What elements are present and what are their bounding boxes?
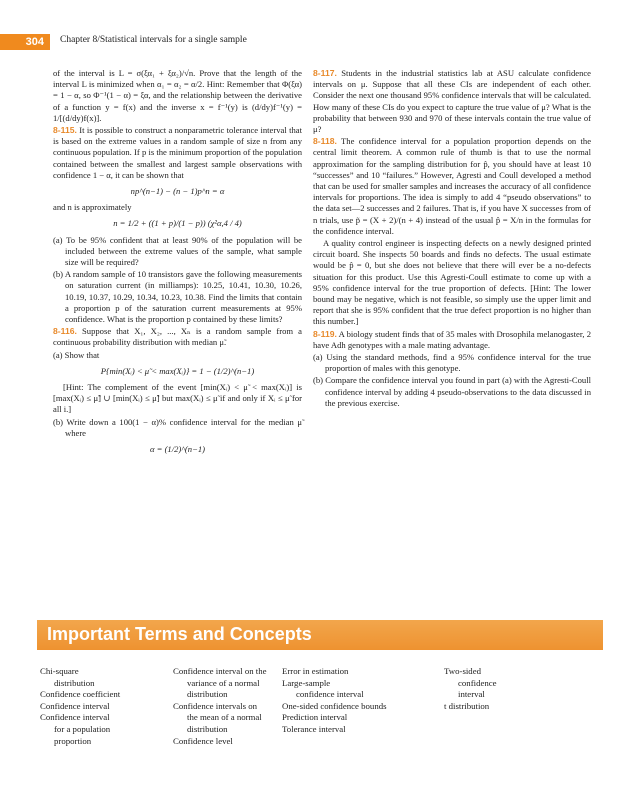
term: Confidence coefficient [40,689,121,700]
left-column [53,68,302,460]
exercise-number: 8-118. [313,136,337,147]
equation: np^(n−1) − (n − 1)p^n = α [130,186,225,197]
term: Confidence interval on the [173,666,267,676]
term: One-sided confidence bounds [282,700,387,711]
term-sub: for a population [54,723,111,734]
exercise-8-118 [313,136,591,237]
exercise-8-117 [313,68,591,135]
term: Large-sample [282,677,331,688]
exercise-8-119 [313,329,591,351]
term: Tolerance interval [282,723,346,734]
term-sub: the mean of a normal [187,712,262,723]
exercise-text: Students in the industrial statistics lab at ASU calculate confidence intervals on μ. Suppose that all these CIs are independent of each other. Consider the next one thousand 95% confidence intervals that will be calculated. How many of these CIs do you expect to capture the true value of μ? What is the probability that between 930 and 970 of these intervals contain the true value of μ? [313,68,591,135]
equation: n = 1/2 + ((1 + p)/(1 − p)) (χ²α,4 / 4) [113,218,242,229]
term: Confidence interval [40,712,110,723]
terms-column-4 [444,666,564,712]
term: Chi-square [40,666,79,676]
terms-column-2 [173,666,283,747]
terms-column-3 [282,666,442,736]
part-a: (a) Show that [53,349,100,360]
section-title: Important Terms and Concepts [47,624,312,644]
term-sub: interval [458,689,485,700]
term-sub: confidence [458,677,497,688]
part-b: (b) Write down a 100(1 − α)% confidence interval for the median μ̃ where [53,416,302,438]
exercise-text: A biology student finds that of 35 males with Drosophila melanogaster, 2 have Adh genotypes with a male mating advantage. [313,328,591,350]
term-sub: variance of a normal [187,677,260,688]
term: t distribution [444,700,490,711]
paragraph: of the interval is L = σ(ξα₁ + ξα₂)/√n. Prove that the length of the interval L is minimized when α₁ = α₂ = α/2. Hint: Remember that Φ(ξα) = 1 − α, so Φ⁻¹(1 − α) = ξα, and the relationship between the derivative of a function y = f(x) and the inverse x = f⁻¹(y) is (d/dy)f⁻¹(y) = 1/[(d/dy)f(x)]. [53,68,302,123]
exercise-number: 8-119. [313,328,337,339]
exercise-number: 8-116. [53,326,77,337]
part-a: (a) To be 95% confident that at least 90% of the population will be included between the extreme values of the sample, what sample size will be required? [53,234,302,268]
part-a: (a) Using the standard methods, find a 95% confidence interval for the true proportion of males with this genotype. [313,352,591,374]
term-sub: distribution [187,723,228,734]
page-header [0,34,639,50]
term: Error in estimation [282,666,349,676]
term: Confidence interval [40,700,110,711]
paragraph: A quality control engineer is inspecting defects on a newly designed printed circuit board. She inspects 50 boards and finds no defects. The usual estimate would be p̂ = 0, but she does not believe that there will ever be a no-defects situation for this product. Use this Agresti-Coull estimate to come up with a 95% confidence interval for the true proportion of defects. [Hint: The lower bound may be negative, which is not feasible, so simply use the upper limit and report that she is 95% confident that the true defect proportion is no higher than this number.] [313,238,591,327]
part-b: (b) A random sample of 10 transistors gave the following measurements on saturation current (in milliamps): 10.25, 10.41, 10.30, 10.26, 10.19, 10.37, 10.29, 10.34, 10.23, 10.38. Find the limits that contain a proportion p of the saturation current measurements at 95% confidence. What is the proportion p contained by these limits? [53,269,302,325]
exercise-number: 8-115. [53,125,77,136]
term-sub: distribution [54,677,95,688]
page-number: 304 [0,34,50,50]
hint: [Hint: The complement of the event [min(Xᵢ) < μ̃ < max(Xᵢ)] is [max(Xᵢ) ≤ μ̃] ∪ [min(Xᵢ) ≤ μ̃] but max(Xᵢ) ≤ μ̃ if and only if Xᵢ ≤ μ̃ for all i.] [53,382,302,415]
paragraph: and n is approximately [53,202,132,213]
term: Confidence level [173,735,233,746]
right-column [313,68,591,410]
section-banner [37,620,603,650]
term: Confidence intervals on [173,700,258,711]
part-b: (b) Compare the confidence interval you found in part (a) with the Agresti-Coull confidence interval by adding 4 pseudo-observations to the data discussed in the previous exercise. [313,375,591,408]
term-sub: distribution [187,689,228,700]
term-sub: confidence interval [296,689,364,700]
exercise-text: Suppose that X₁, X₂, ..., Xₙ is a random sample from a continuous probability distribution with median μ̃. [53,326,302,348]
equation: α = (1/2)^(n−1) [149,444,206,455]
equation: P{min(Xᵢ) < μ̃ < max(Xᵢ)} = 1 − (1/2)^(n−1) [100,365,255,376]
exercise-8-115 [53,125,302,181]
term: Prediction interval [282,712,348,723]
terms-column-1 [40,666,170,747]
term-sub: proportion [54,735,92,746]
exercise-text: It is possible to construct a nonparametric tolerance interval that is based on the extreme values in a random sample of size n from any continuous population. If p is the minimum proportion of the population contained between the smallest and largest sample observations with confidence 1 − α, it can be shown that [53,125,302,180]
exercise-text: The confidence interval for a population proportion depends on the central limit theorem. A common rule of thumb is that to use the normal approximation for the sampling distribution for p̂, you should have at least 10 “successes” and 10 “failures.” However, Agresti and Coull developed a method that can be used for smaller samples and increases the accuracy of all confidence intervals for proportions. The idea is simply to add 4 “pseudo observations” to the data set—2 successes and 2 failures. That is, if you have X successes from of n trials, use p̃ = (X + 2)/(n + 4) instead of the usual p̂ = X/n in the formulas for the confidence interval. [313,136,592,236]
exercise-8-116 [53,326,302,348]
term: Two-sided [444,666,482,676]
exercise-number: 8-117. [313,68,337,78]
chapter-title: Chapter 8/Statistical intervals for a single sample [60,35,247,45]
